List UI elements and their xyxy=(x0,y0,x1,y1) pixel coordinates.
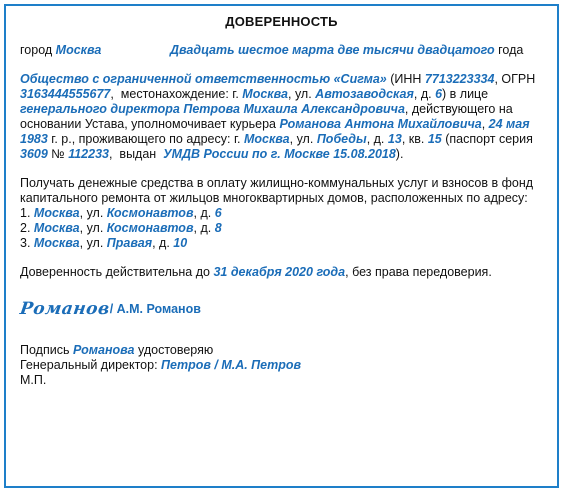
passport-no-label: № xyxy=(51,147,65,161)
address-city: Москва xyxy=(33,221,80,235)
close-paren: ). xyxy=(395,147,404,161)
inn-label: (ИНН xyxy=(390,72,422,86)
document-title: ДОВЕРЕННОСТЬ xyxy=(225,14,338,29)
courier-city: Москва xyxy=(243,132,290,146)
courier-name: Романова Антона Михайловича xyxy=(279,117,482,131)
purpose-block xyxy=(20,176,543,251)
inn-value: 7713223334 xyxy=(424,72,495,86)
validity-prefix: Доверенность действительна до xyxy=(20,265,210,279)
document-frame xyxy=(4,4,559,488)
signature-name: / А.М. Романов xyxy=(109,302,201,316)
principal-paragraph: Общество с ограниченной ответственностью «Сигма» (ИНН 7713223334, ОГРН 3163444555677, местонахождение: г. Москва, ул. Автозаводская, д. 6) в лице генерального директора Петрова Михаила Александровича, действующего на основании Устава, уполномочивает курьера Романова Антона Михайловича, 24 мая 1983 г. р., проживающего по адресу: г. Москва, ул. Победы, д. 13, кв. 15 (паспорт серия 3609 № 112233, выдан УМДВ России по г. Москве 15.08.2018). xyxy=(20,72,536,161)
res-street-label: ул. xyxy=(296,132,314,146)
signature-row xyxy=(18,299,543,319)
purpose-text: Получать денежные средства в оплату жилищно-коммунальных услуг и взносов в фонд капитального ремонта от жильцов многоквартирных домов, расположенных по адресу: xyxy=(20,176,534,205)
ogrn-label: ОГРН xyxy=(501,72,536,86)
passport-label: (паспорт серия xyxy=(445,132,533,146)
org-name: Общество с ограниченной ответственностью «Сигма» xyxy=(20,72,387,86)
validity-line: Доверенность действительна до 31 декабря 2020 года, без права передоверия. xyxy=(20,265,492,279)
issued-label: выдан xyxy=(119,147,157,161)
location-label: местонахождение: г. xyxy=(120,87,239,101)
address-house-label: д. xyxy=(159,236,170,250)
issue-date: 15.08.2018 xyxy=(333,147,396,161)
address-city: Москва xyxy=(33,206,80,220)
in-person-label: ) в лице xyxy=(442,87,489,101)
validity-suffix: без права передоверия. xyxy=(352,265,492,279)
address-house-label: д. xyxy=(200,221,212,235)
address-street: Космонавтов xyxy=(106,206,194,220)
address-street-label: ул. xyxy=(86,236,104,250)
res-house-label: д. xyxy=(373,132,385,146)
address-house: 8 xyxy=(214,221,222,235)
address-house: 10 xyxy=(173,236,188,250)
certification-line-2 xyxy=(20,358,543,373)
address-number: 2. xyxy=(20,221,31,235)
date-words: Двадцать шестое марта две тысячи двадцатого xyxy=(170,43,495,57)
passport-number: 112233 xyxy=(68,147,109,161)
director-label: Генеральный директор: xyxy=(20,358,158,372)
address-item: 2. Москва, ул. Космонавтов, д. 8 xyxy=(20,221,222,235)
courier-flat: 15 xyxy=(427,132,442,146)
address-item: 1. Москва, ул. Космонавтов, д. 6 xyxy=(20,206,222,220)
address-street-label: ул. xyxy=(86,206,104,220)
seal-mark: М.П. xyxy=(20,373,47,387)
city-block xyxy=(20,43,170,58)
validity-date: 31 декабря 2020 года xyxy=(213,265,346,279)
director-signature: Петров / М.А. Петров xyxy=(161,358,302,372)
courier-house: 13 xyxy=(387,132,402,146)
courier-birth-date: 24 мая 1983 xyxy=(20,117,530,146)
residing-label: г. р., проживающего по адресу: г. xyxy=(51,132,241,146)
org-street: Автозаводская xyxy=(315,87,414,101)
address-city: Москва xyxy=(33,236,80,250)
org-house: 6 xyxy=(435,87,443,101)
address-number: 3. xyxy=(20,236,31,250)
address-street-label: ул. xyxy=(86,221,104,235)
address-list xyxy=(20,206,543,251)
issued-by: УМДВ России по г. Москве xyxy=(163,147,330,161)
cert-name: Романова xyxy=(72,343,135,357)
certification-block xyxy=(20,343,543,388)
document-body xyxy=(20,14,543,388)
year-suffix: года xyxy=(498,43,524,57)
date-block xyxy=(170,43,523,58)
ogrn-value: 3163444555677 xyxy=(20,87,111,101)
cert-suffix: удостоверяю xyxy=(137,343,214,357)
passport-series: 3609 xyxy=(20,147,48,161)
house-label: д. xyxy=(420,87,432,101)
city-name: Москва xyxy=(55,43,102,57)
address-street: Космонавтов xyxy=(106,221,194,235)
org-city: Москва xyxy=(242,87,288,101)
address-house: 6 xyxy=(214,206,222,220)
street-label: ул. xyxy=(294,87,312,101)
address-item: 3. Москва, ул. Правая, д. 10 xyxy=(20,236,188,250)
certification-line-1 xyxy=(20,343,543,358)
basis-text: действующего на основании Устава, уполномочивает курьера xyxy=(20,102,513,131)
city-date-row xyxy=(20,43,543,58)
director-name: генерального директора Петрова Михаила Александровича xyxy=(20,102,405,116)
res-flat-label: кв. xyxy=(408,132,425,146)
address-street: Правая xyxy=(106,236,153,250)
address-number: 1. xyxy=(20,206,31,220)
handwritten-signature: Романов xyxy=(18,299,112,319)
courier-street: Победы xyxy=(316,132,367,146)
city-prefix: город xyxy=(20,43,53,57)
cert-prefix: Подпись xyxy=(20,343,70,357)
address-house-label: д. xyxy=(200,206,212,220)
